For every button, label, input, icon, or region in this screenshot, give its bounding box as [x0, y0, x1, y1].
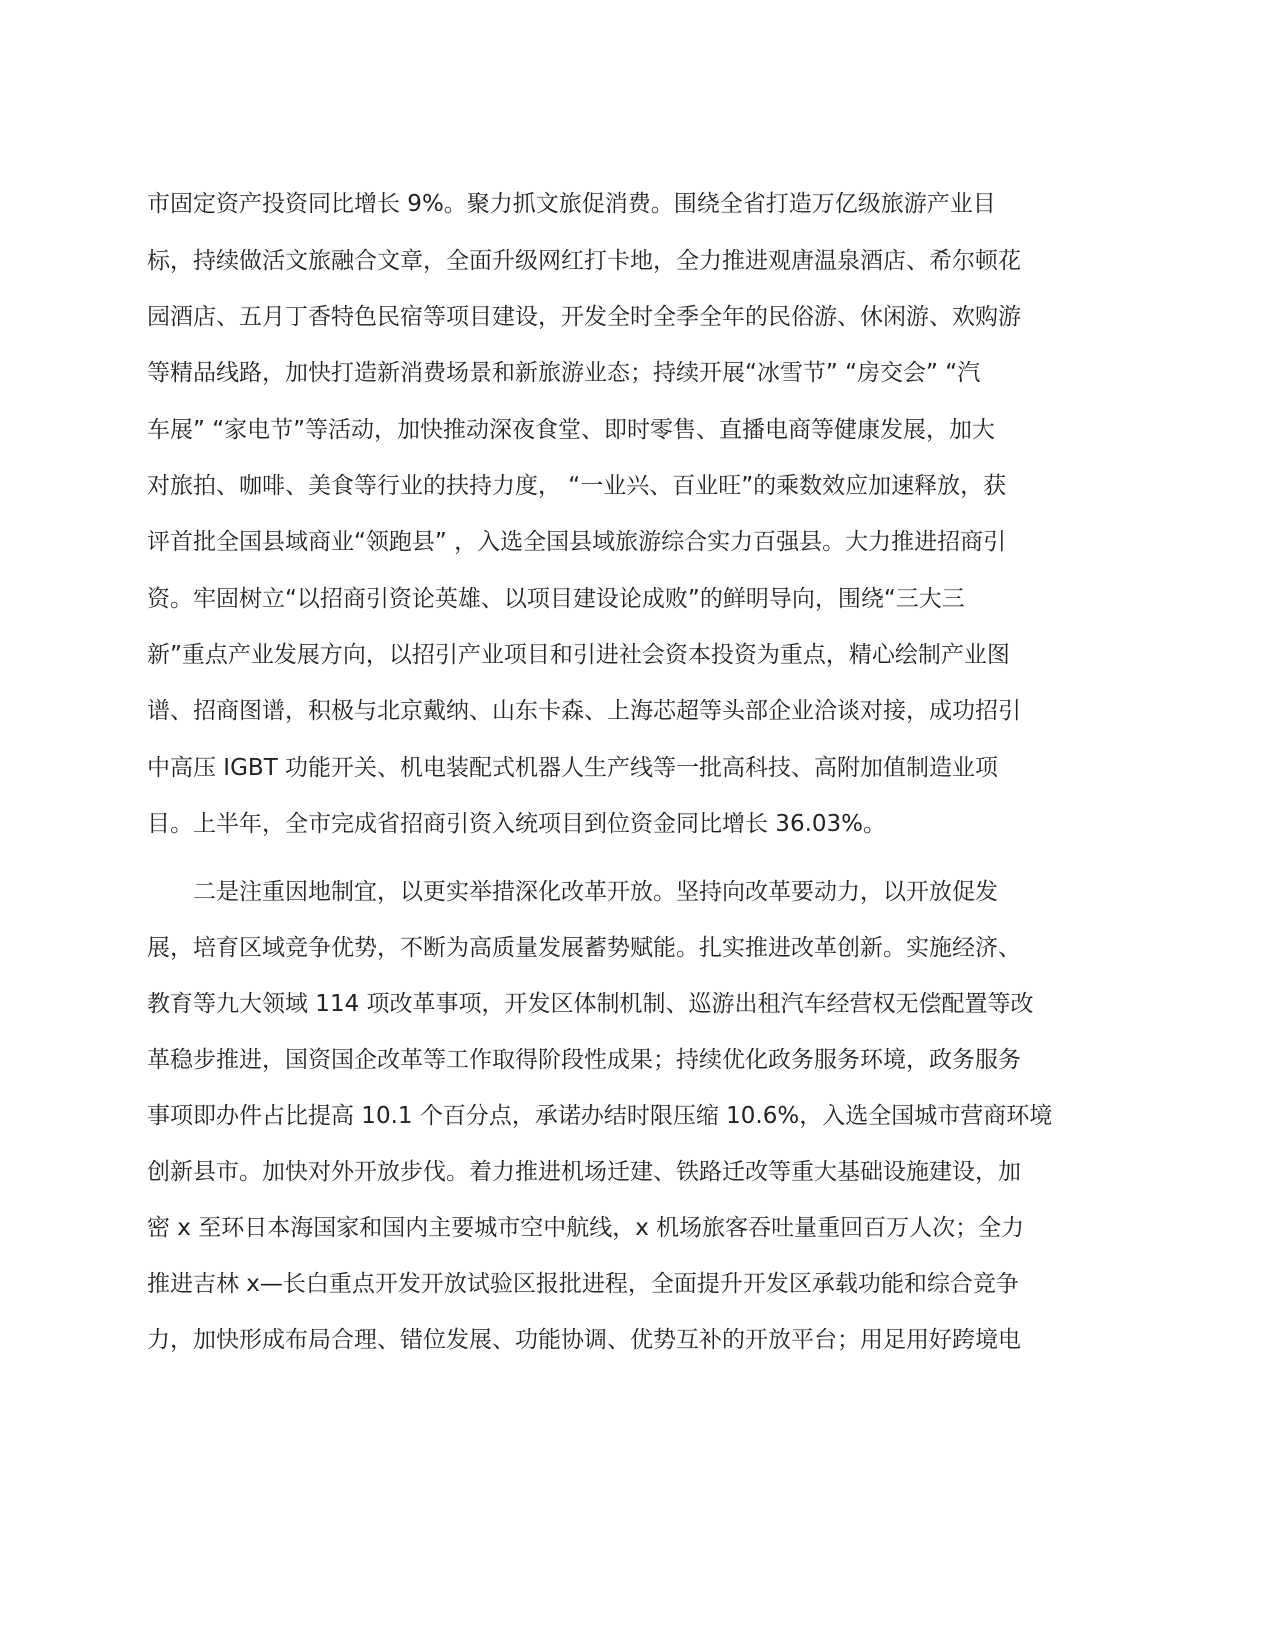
paragraph-line: 对旅拍、咖啡、美食等行业的扶持力度， “一业兴、百业旺”的乘数效应加速释放，获: [147, 473, 1007, 499]
paragraph-line: 车展” “家电节”等活动，加快推动深夜食堂、即时零售、直播电商等健康发展，加大: [147, 417, 996, 443]
paragraph-line: 展，培育区域竞争优势，不断为高质量发展蓄势赋能。扎实推进改革创新。实施经济、: [147, 935, 1021, 961]
paragraph-line: 教育等九大领域 114 项改革事项，开发区体制机制、巡游出租汽车经营权无偿配置等改: [147, 991, 1034, 1017]
paragraph-line: 革稳步推进，国资国企改革等工作取得阶段性成果；持续优化政务服务环境，政务服务: [147, 1047, 1021, 1073]
paragraph-line: 目。上半年，全市完成省招商引资入统项目到位资金同比增长 36.03%。: [147, 811, 887, 837]
paragraph-line: 密 x 至环日本海国家和国内主要城市空中航线，x 机场旅客吞吐量重回百万人次；全力: [147, 1215, 1025, 1241]
paragraph-line: 二是注重因地制宜，以更实举措深化改革开放。坚持向改革要动力，以开放促发: [193, 879, 998, 905]
paragraph-line: 事项即办件占比提高 10.1 个百分点，承诺办结时限压缩 10.6%，入选全国城市营商环境: [147, 1103, 1053, 1129]
paragraph-line: 中高压 IGBT 功能开关、机电装配式机器人生产线等一批高科技、高附加值制造业项: [147, 755, 999, 781]
paragraph-line: 创新县市。加快对外开放步伐。着力推进机场迁建、铁路迁改等重大基础设施建设，加: [147, 1159, 1021, 1185]
paragraph-line: 等精品线路，加快打造新消费场景和新旅游业态；持续开展“冰雪节” “房交会” “汽: [147, 360, 981, 386]
paragraph-line: 谱、招商图谱，积极与北京戴纳、山东卡森、上海芯超等头部企业洽谈对接，成功招引: [147, 698, 1021, 724]
paragraph-line: 资。牢固树立“以招商引资论英雄、以项目建设论成败”的鲜明导向，围绕“三大三: [147, 586, 965, 612]
paragraph-line: 推进吉林 x—长白重点开发开放试验区报批进程，全面提升开发区承载功能和综合竞争: [147, 1271, 1019, 1297]
paragraph-line: 市固定资产投资同比增长 9%。聚力抓文旅促消费。围绕全省打造万亿级旅游产业目: [147, 191, 996, 217]
paragraph-line: 标，持续做活文旅融合文章，全面升级网红打卡地，全力推进观唐温泉酒店、希尔顿花: [147, 248, 1021, 274]
paragraph-line: 力，加快形成布局合理、错位发展、功能协调、优势互补的开放平台；用足用好跨境电: [147, 1327, 1021, 1353]
paragraph-line: 评首批全国县域商业“领跑县” ，入选全国县域旅游综合实力百强县。大力推进招商引: [147, 529, 1007, 555]
paragraph-line: 园酒店、五月丁香特色民宿等项目建设，开发全时全季全年的民俗游、休闲游、欢购游: [147, 304, 1021, 330]
paragraph-line: 新”重点产业发展方向，以招引产业项目和引进社会资本投资为重点，精心绘制产业图: [147, 642, 1010, 668]
